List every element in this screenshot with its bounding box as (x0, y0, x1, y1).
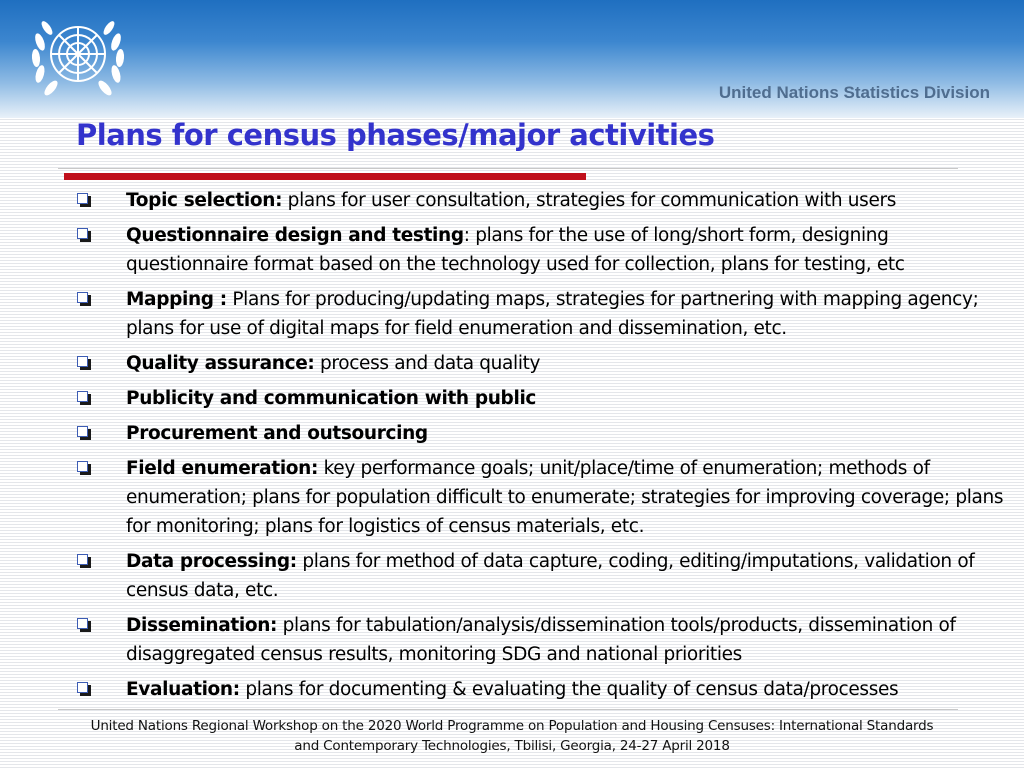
footer-divider (58, 709, 958, 710)
checkbox-bullet-icon (77, 228, 88, 239)
list-item (72, 349, 1012, 378)
item-text: key performance goals; unit/place/time of enumeration; methods of enumeration; plans for population difficult to enumerate; strategies for improving coverage; plans for monitoring; plans for logistics of census materials, etc. (126, 458, 1004, 537)
item-text: plans for user consultation, strategies for communication with users (287, 190, 897, 211)
item-text: process and data quality (320, 353, 541, 374)
item-text: Plans for producing/updating maps, strategies for partnering with mapping agency; plans for use of digital maps for field enumeration and dissemination, etc. (126, 289, 979, 339)
checkbox-bullet-icon (77, 356, 88, 367)
item-label: Procurement and outsourcing (126, 423, 428, 444)
checkbox-bullet-icon (77, 618, 88, 629)
item-label: Questionnaire design and testing (126, 225, 464, 246)
list-item (72, 186, 1012, 215)
item-text: plans for the use of long/short form, designing questionnaire format based on the technology used for collection, plans for testing, etc (126, 225, 905, 275)
list-item (72, 675, 1012, 704)
checkbox-bullet-icon (77, 682, 88, 693)
item-label: Evaluation: (126, 679, 240, 700)
checkbox-bullet-icon (77, 292, 88, 303)
item-label: Quality assurance: (126, 353, 315, 374)
checkbox-bullet-icon (77, 391, 88, 402)
list-item (72, 419, 1012, 448)
footer-line-1: United Nations Regional Workshop on the 2020 World Programme on Population and Housing Censuses: International Standards (90, 718, 934, 734)
footer-line-2: and Contemporary Technologies, Tbilisi, Georgia, 24-27 April 2018 (294, 738, 730, 754)
checkbox-bullet-icon (77, 193, 88, 204)
title-accent-bar (64, 173, 586, 180)
item-text: plans for method of data capture, coding, editing/imputations, validation of census data, etc. (126, 551, 975, 601)
item-label: Field enumeration: (126, 458, 319, 479)
checkbox-bullet-icon (77, 554, 88, 565)
list-item (72, 611, 1012, 669)
page-title: Plans for census phases/major activities (76, 118, 715, 152)
list-item (72, 547, 1012, 605)
organization-name: United Nations Statistics Division (718, 83, 990, 102)
item-label: Topic selection: (126, 190, 283, 211)
footer (0, 716, 1024, 756)
checkbox-bullet-icon (77, 426, 88, 437)
un-emblem-icon (22, 8, 134, 108)
list-item (72, 454, 1012, 541)
checkbox-bullet-icon (77, 461, 88, 472)
title-divider (58, 168, 958, 169)
activity-list (72, 186, 1012, 710)
header-banner (0, 0, 1024, 118)
item-label: Data processing: (126, 551, 297, 572)
item-label: Dissemination: (126, 615, 278, 636)
item-text: plans for documenting & evaluating the quality of census data/processes (245, 679, 899, 700)
list-item: Questionnaire design and testing: plans for the use of long/short form, designing questionnaire format based on the technology used for collection, plans for testing, etc (72, 221, 1012, 279)
list-item (72, 285, 1012, 343)
item-label: Publicity and communication with public (126, 388, 537, 409)
item-label: Mapping : (126, 289, 227, 310)
item-text: plans for tabulation/analysis/dissemination tools/products, dissemination of disaggregated census results, monitoring SDG and national priorities (126, 615, 956, 665)
list-item (72, 384, 1012, 413)
